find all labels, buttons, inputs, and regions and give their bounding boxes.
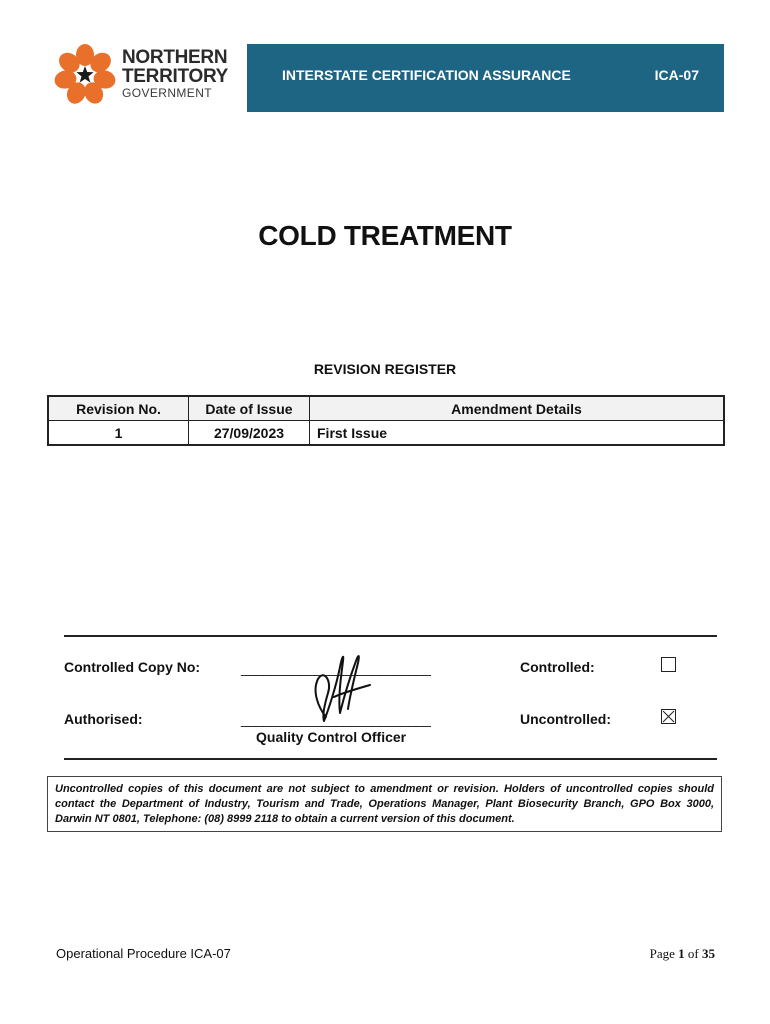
cell-date-of-issue: 27/09/2023 bbox=[189, 421, 310, 446]
logo-text-line2: TERRITORY bbox=[122, 66, 229, 87]
table-header-row bbox=[48, 396, 724, 421]
column-header-amendment-details: Amendment Details bbox=[310, 396, 725, 421]
controlled-copy-label: Controlled Copy No: bbox=[64, 659, 201, 675]
header-band bbox=[247, 44, 724, 112]
divider-top bbox=[64, 635, 717, 637]
controlled-checkbox[interactable] bbox=[661, 657, 676, 672]
controlled-label: Controlled: bbox=[520, 659, 595, 675]
table-row bbox=[48, 421, 724, 446]
authorised-signature-field[interactable]: __________________________ bbox=[241, 711, 431, 727]
handwritten-signature bbox=[298, 647, 376, 727]
uncontrolled-checkbox[interactable] bbox=[661, 709, 676, 724]
page-of: of bbox=[684, 946, 702, 961]
nt-flower-emblem-icon bbox=[52, 42, 118, 108]
divider-bottom bbox=[64, 758, 717, 760]
revision-table bbox=[47, 395, 725, 446]
logo-text-line1: NORTHERN bbox=[122, 47, 228, 68]
column-header-revision-no: Revision No. bbox=[48, 396, 189, 421]
signatory-title: Quality Control Officer bbox=[256, 729, 407, 745]
page-total: 35 bbox=[702, 946, 715, 961]
uncontrolled-label: Uncontrolled: bbox=[520, 711, 611, 727]
logo-text-line3: GOVERNMENT bbox=[122, 86, 213, 100]
cell-revision-no: 1 bbox=[48, 421, 189, 446]
controlled-copy-field[interactable]: __________________________ bbox=[241, 660, 431, 676]
column-header-date-of-issue: Date of Issue bbox=[189, 396, 310, 421]
authorised-label: Authorised: bbox=[64, 711, 143, 727]
nt-government-logo bbox=[52, 40, 242, 110]
header-title: INTERSTATE CERTIFICATION ASSURANCE bbox=[282, 67, 571, 83]
header-code: ICA-07 bbox=[654, 67, 699, 83]
checkmark-x-icon bbox=[663, 711, 674, 722]
document-title: COLD TREATMENT bbox=[258, 220, 512, 251]
page-prefix: Page bbox=[649, 946, 679, 961]
footer-page-number bbox=[650, 946, 715, 962]
cell-amendment-details: First Issue bbox=[310, 421, 725, 446]
uncontrolled-copies-notice: Uncontrolled copies of this document are not subject to amendment or revision. Holders of uncontrolled copies should contact the Department of Industry, Tourism and Trade, Operations Manager, Plant Biosecurity Branch, GPO Box 3000, Darwin NT 0801, Telephone: (08) 8999 2118 to obtain a current version of this document. bbox=[47, 776, 722, 832]
revision-register-heading: REVISION REGISTER bbox=[313, 361, 457, 377]
page-current: 1 bbox=[678, 946, 685, 961]
footer-document-name: Operational Procedure ICA-07 bbox=[56, 946, 231, 961]
